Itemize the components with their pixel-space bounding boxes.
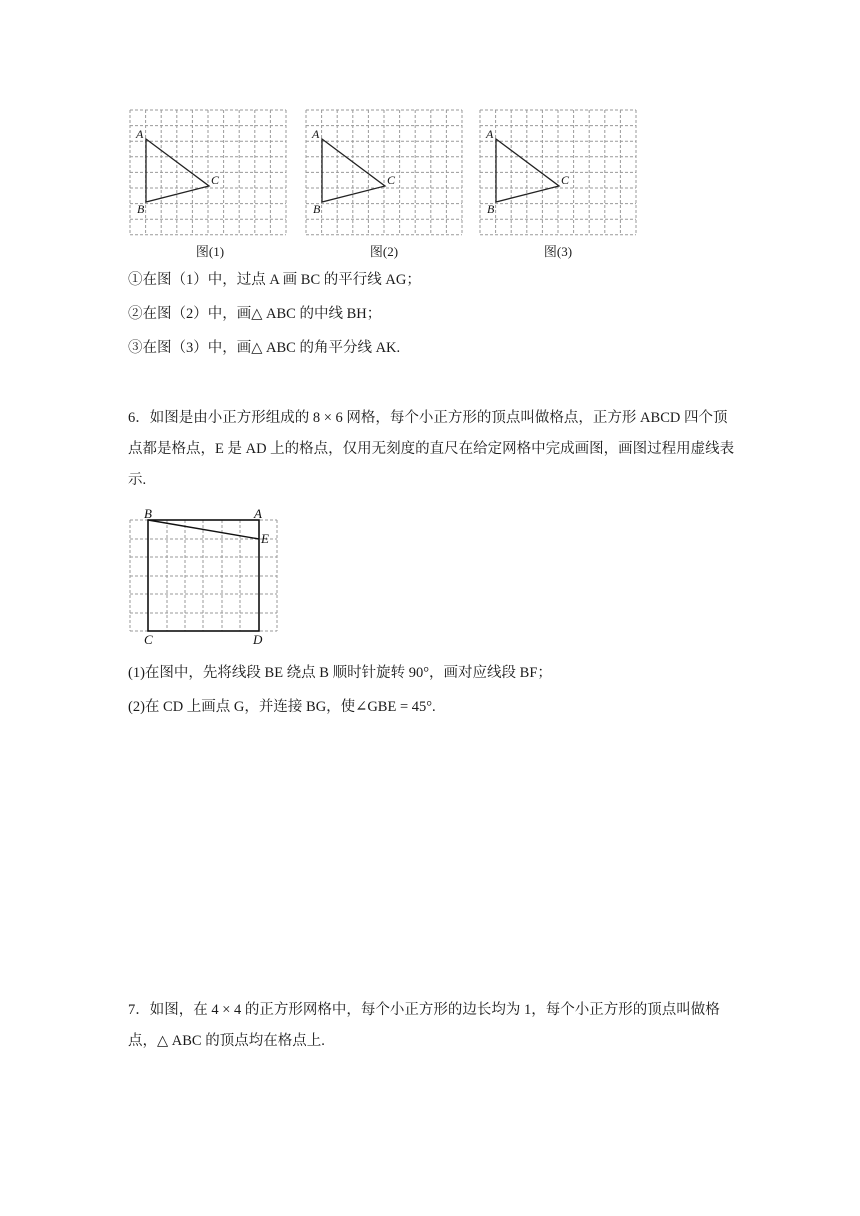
q6-stem: 6．如图是由小正方形组成的 8 × 6 网格，每个小正方形的顶点叫做格点，正方形 ABCD 四个顶点都是格点，E 是 AD 上的格点，仅用无刻度的直尺在给定网格中完成画图，画图过程用虚线表示. [128, 410, 735, 488]
triangle-abc [322, 139, 385, 202]
triangle-abc [496, 139, 559, 202]
label-c: C [211, 173, 220, 187]
label-d: D [253, 632, 263, 647]
label-b: B [144, 506, 152, 521]
label-c: C [387, 173, 396, 187]
label-e: E [261, 531, 269, 546]
caption-figure-2: 图(2) [369, 244, 399, 259]
label-a: A [486, 127, 494, 141]
q7-stem: 7．如图，在 4 × 4 的正方形网格中，每个小正方形的边长均为 1，每个小正方形的顶点叫做格点，△ ABC 的顶点均在格点上. [128, 1002, 720, 1049]
label-c: C [144, 632, 153, 647]
grid-lines [306, 110, 462, 235]
q6-part-2: (2)在 CD 上画点 G，并连接 BG，使∠GBE = 45°. [128, 699, 436, 715]
grid-lines [480, 110, 636, 235]
grid-lines [130, 520, 277, 631]
label-b: B [137, 202, 145, 216]
q6-grid-figure [128, 505, 280, 647]
label-a: A [136, 127, 144, 141]
label-b: B [313, 202, 321, 216]
grid-lines [130, 110, 286, 235]
q5-item-2: ②在图（2）中，画△ ABC 的中线 BH； [128, 306, 382, 322]
label-b: B [487, 202, 495, 216]
label-a: A [312, 127, 320, 141]
grid-figure-2 [304, 108, 466, 238]
grid-figure-1 [128, 108, 290, 238]
label-a: A [254, 506, 262, 521]
triangle-abc [146, 139, 209, 202]
q5-item-1: ①在图（1）中，过点 A 画 BC 的平行线 AG； [128, 272, 421, 288]
q6-part-1: (1)在图中，先将线段 BE 绕点 B 顺时针旋转 90°，画对应线段 BF； [128, 665, 552, 681]
grid-figure-3 [478, 108, 640, 238]
label-c: C [561, 173, 570, 187]
q5-item-3: ③在图（3）中，画△ ABC 的角平分线 AK. [128, 340, 401, 356]
caption-figure-3: 图(3) [543, 244, 573, 259]
caption-figure-1: 图(1) [195, 244, 225, 259]
